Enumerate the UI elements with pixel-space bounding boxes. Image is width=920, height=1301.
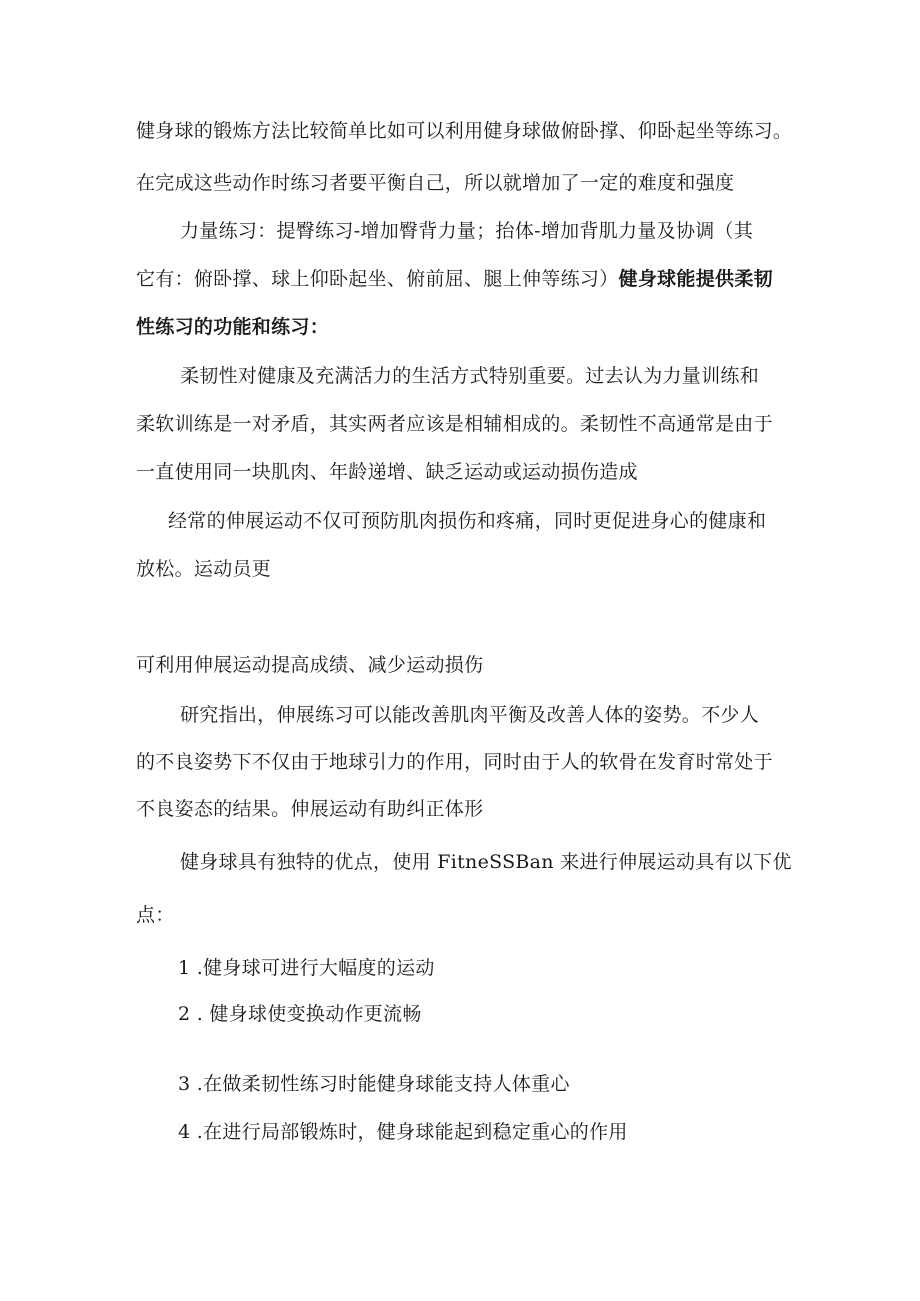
list-item: 3 .在做柔韧性练习时能健身球能支持人体重心 [178,1073,570,1095]
list-item: 1 .健身球可进行大幅度的运动 [178,957,435,979]
paragraph-2-line-1: 力量练习：提臀练习-增加臀背力量；抬体-增加背肌力量及协调（其 [180,220,754,242]
paragraph-4-line-2: 放松。运动员更 [136,558,272,580]
paragraph-2-line-3-bold: 性练习的功能和练习： [136,316,330,338]
list-item: 4 .在进行局部锻炼时，健身球能起到稳定重心的作用 [178,1121,628,1143]
paragraph-6-line-3: 不良姿态的结果。伸展运动有助纠正体形 [136,798,484,820]
paragraph-4-line-1: 经常的伸展运动不仅可预防肌肉损伤和疼痛，同时更促进身心的健康和 [168,510,767,532]
paragraph-7-line-1: 健身球具有独特的优点，使用 FitneSSBan 来进行伸展运动具有以下优 [180,851,792,873]
paragraph-3-line-3: 一直使用同一块肌肉、年龄递增、缺乏运动或运动损伤造成 [136,461,638,483]
paragraph-7-line-2: 点： [136,904,175,926]
paragraph-5-line-1: 可利用伸展运动提高成绩、减少运动损伤 [136,654,484,676]
paragraph-6-line-2: 的不良姿势下不仅由于地球引力的作用，同时由于人的软骨在发育时常处于 [136,751,773,773]
paragraph-6-line-1: 研究指出，伸展练习可以能改善肌肉平衡及改善人体的姿势。不少人 [180,704,760,726]
paragraph-3-line-1: 柔韧性对健康及充满活力的生活方式特别重要。过去认为力量训练和 [180,365,760,387]
list-item: 2 . 健身球使变换动作更流畅 [178,1003,422,1025]
paragraph-2-line-2-text: 它有：俯卧撑、球上仰卧起坐、俯前屈、腿上伸等练习） [136,268,619,290]
paragraph-2-line-2 [136,266,773,292]
paragraph-3-line-2: 柔软训练是一对矛盾，其实两者应该是相辅相成的。柔韧性不高通常是由于 [136,413,773,435]
paragraph-1-line-2: 在完成这些动作时练习者要平衡自己，所以就增加了一定的难度和强度 [136,172,735,194]
paragraph-2-bold-text: 健身球能提供柔韧 [618,268,773,290]
paragraph-1-line-1: 健身球的锻炼方法比较简单比如可以利用健身球做俯卧撑、仰卧起坐等练习。 [136,120,793,142]
